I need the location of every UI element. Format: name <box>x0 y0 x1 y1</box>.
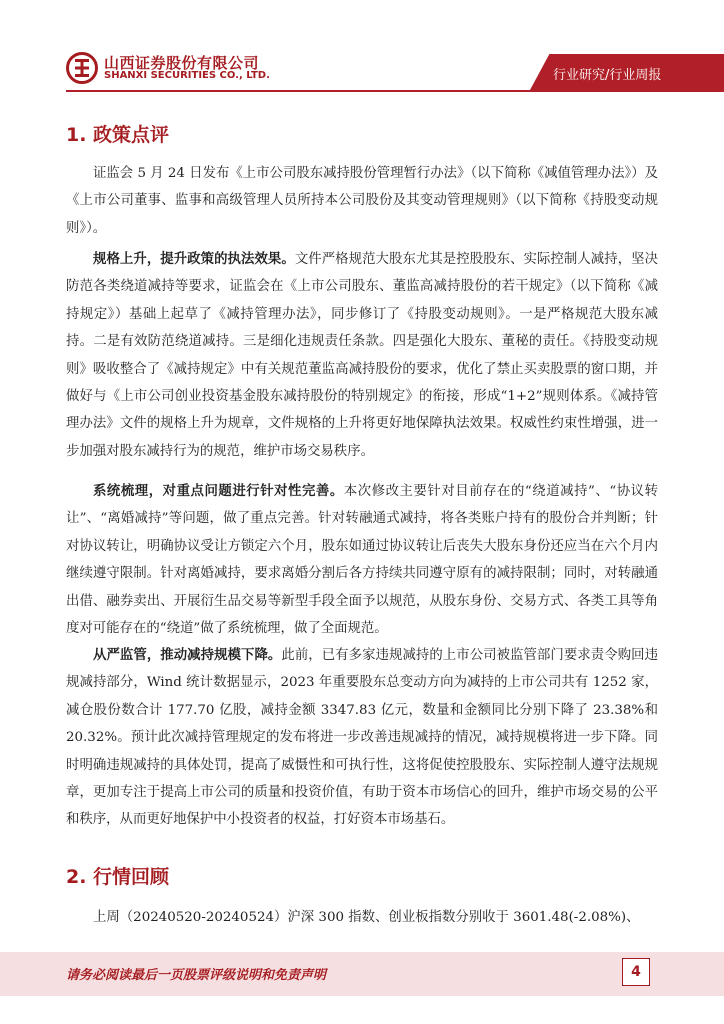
paragraph-3-body: 本次修改主要针对目前存在的“绕道减持”、“协议转让”、“离婚减持”等问题，做了重点完善。针对转融通式减持，将各类账户持有的股份合并判断；针对协议转让，明确协议受让方锁定六个月，股东如通过协议转让后丧失大股东身份还应当在六个月内继续遵守限制。针对离婚减持，要求离婚分割后各方持续共同遵守原有的减持限制；同时，对转融通出借、融券卖出、开展衍生品交易等新型手段全面予以规范，从股东身份、交易方式、各类工具等角度对可能存在的“绕道”做了系统梳理，做了全面规范。 <box>66 484 658 637</box>
paragraph-2-lead: 规格上升，提升政策的执法效果。 <box>93 252 295 267</box>
shanxi-securities-logo-icon <box>66 52 98 84</box>
section-1-paragraph-3 <box>66 478 658 642</box>
section-1-paragraph-4 <box>66 642 658 834</box>
section-1-paragraph-1: 证监会 5 月 24 日发布《上市公司股东减持股份管理暂行办法》（以下简称《减值管理办法》）及《上市公司董事、监事和高级管理人员所持本公司股份及其变动管理规则》（以下简称《持股变动规则》）。 <box>66 166 658 236</box>
report-type-tag: 行业研究/行业周报 <box>553 68 662 83</box>
company-name-cn: 山西证券股份有限公司 <box>104 54 260 72</box>
page-number: 4 <box>622 958 650 986</box>
section-1-paragraph-2 <box>66 246 658 465</box>
paragraph-3-lead: 系统梳理，对重点问题进行针对性完善。 <box>93 484 344 499</box>
paragraph-2-body: 文件严格规范大股东尤其是控股股东、实际控制人减持，坚决防范各类绕道减持等要求，证监会在《上市公司股东、董监高减持股份的若干规定》（以下简称《减持规定》）基础上起草了《减持管理办法》，同步修订了《持股变动规则》。一是严格规范大股东减持。二是有效防范绕道减持。三是细化违规责任条款。四是强化大股东、董秘的责任。《持股变动规则》吸收整合了《减持规定》中有关规范董监高减持股份的要求，优化了禁止买卖股票的窗口期，并做好与《上市公司创业投资基金股东减持股份的特别规定》的衔接，形成“1+2”规则体系。《减持管理办法》文件的规格上升为规章，文件规格的上升将更好地保障执法效果。权威性约束性增强，进一步加强对股东减持行为的规范，维护市场交易秩序。 <box>66 252 659 459</box>
paragraph-4-lead: 从严监管，推动减持规模下降。 <box>93 648 282 663</box>
company-name-en: SHANXI SECURITIES CO., LTD. <box>104 70 270 81</box>
paragraph-4-body: 此前，已有多家违规减持的上市公司被监管部门要求责令购回违规减持部分，Wind 统计数据显示，2023 年重要股东总变动方向为减持的上市公司共有 1252 家，减仓股份数合计 177.70 亿股，减持金额 3347.83 亿元，数量和金额同比分别下降了 23.38%和 20.32%。预计此次减持管理规定的发布将进一步改善违规减持的情况，减持规模将进一步下降。同时明确违规减持的具体处罚，提高了威慑性和可执行性，这将促使控股股东、实际控制人遵守法规规章，更加专注于提高上市公司的质量和投资价值，有助于资本市场信心的回升，维护市场交易的公平和秩序，从而更好地保护中小投资者的权益，打好资本市场基石。 <box>66 648 659 828</box>
footer-disclaimer: 请务必阅读最后一页股票评级说明和免责声明 <box>66 968 327 983</box>
page-header <box>0 0 724 100</box>
section-2-title: 2. 行情回顾 <box>66 866 170 888</box>
section-2-paragraph-1: 上周（20240520-20240524）沪深 300 指数、创业板指数分别收于 3601.48(-2.08%)、 <box>93 910 640 925</box>
header-divider <box>66 90 724 92</box>
section-1-title: 1. 政策点评 <box>66 124 170 146</box>
